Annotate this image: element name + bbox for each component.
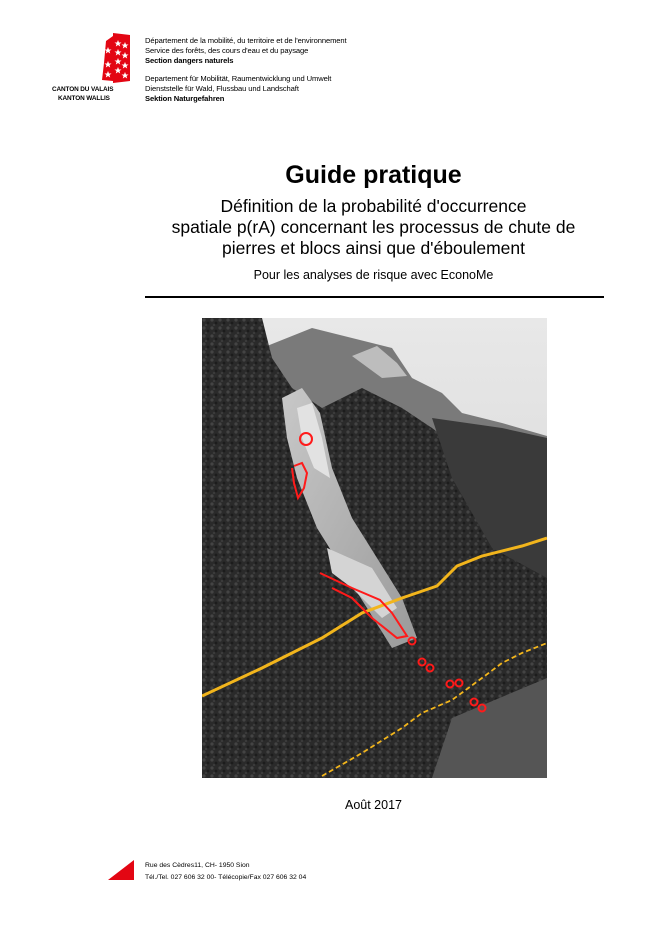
canton-name-fr: CANTON DU VALAIS <box>52 86 114 93</box>
publication-date: Août 2017 <box>345 798 402 812</box>
header-service-de: Dienststelle für Wald, Flussbau und Landschaft <box>145 84 299 93</box>
document-title: Guide pratique <box>285 161 462 189</box>
header-dept-fr: Département de la mobilité, du territoire et de l'environnement <box>145 36 347 45</box>
footer-phone: Tél./Tel. 027 606 32 00- Télécopie/Fax 027 606 32 04 <box>145 874 307 881</box>
footer-address: Rue des Cèdres11, CH- 1950 Sion <box>145 862 250 869</box>
subtitle-line-1: Définition de la probabilité d'occurrence <box>220 196 527 216</box>
subtitle-line-2: spatiale p(rA) concernant les processus de chute de <box>171 217 576 237</box>
canton-footer-logo <box>108 860 134 880</box>
canton-valais-logo <box>96 33 130 83</box>
title-divider <box>145 296 604 298</box>
subtitle-line-3: pierres et blocs ainsi que d'éboulement <box>222 238 525 258</box>
canton-name-de: KANTON WALLIS <box>58 95 110 102</box>
purpose-line: Pour les analyses de risque avec EconoMe <box>253 268 494 282</box>
header-section-de: Sektion Naturgefahren <box>145 94 225 103</box>
rockfall-slope-photo <box>202 318 547 778</box>
header-service-fr: Service des forêts, des cours d'eau et du paysage <box>145 46 309 55</box>
header-dept-de: Departement für Mobilität, Raumentwicklung und Umwelt <box>145 74 332 83</box>
header-section-fr: Section dangers naturels <box>145 56 234 65</box>
